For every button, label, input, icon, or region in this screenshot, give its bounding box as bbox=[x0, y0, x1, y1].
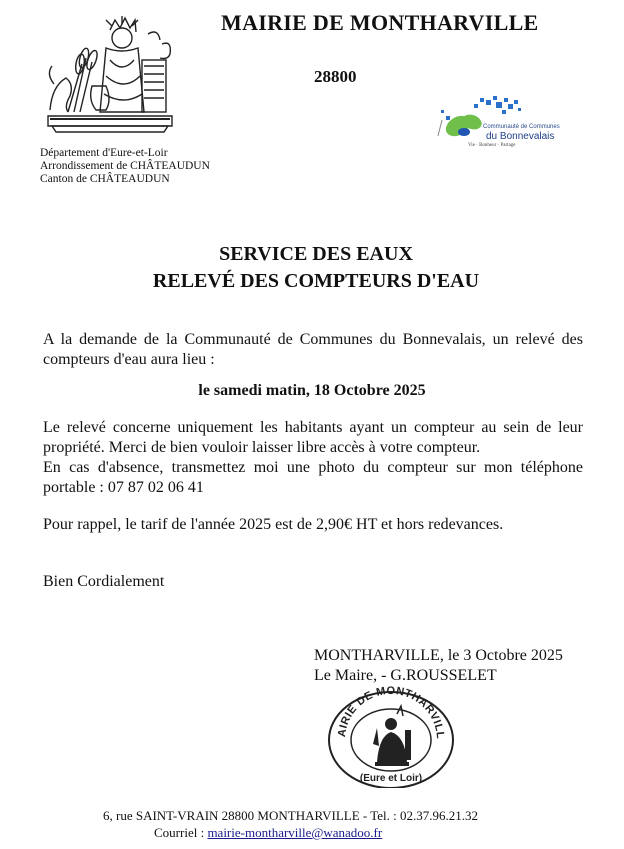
details-paragraph bbox=[43, 418, 583, 498]
tarif-paragraph: Pour rappel, le tarif de l'année 2025 est de 2,90€ HT et hors redevances. bbox=[43, 516, 504, 533]
releve-date: le samedi matin, 18 Octobre 2025 bbox=[198, 382, 426, 399]
title-service-des-eaux: SERVICE DES EAUX bbox=[219, 243, 413, 265]
details-line-4: portable : 07 87 02 06 41 bbox=[43, 479, 204, 496]
mairie-official-stamp bbox=[323, 684, 459, 788]
canton-line: Canton de CHÂTEAUDUN bbox=[40, 173, 170, 185]
details-line-2: propriété. Merci de bien vouloir laisser libre accès à votre compteur. bbox=[43, 439, 481, 456]
communaute-communes-logo bbox=[436, 96, 566, 154]
department-line: Département d'Eure-et-Loir bbox=[40, 147, 168, 159]
signature-place-date: MONTHARVILLE, le 3 Octobre 2025 bbox=[314, 647, 563, 664]
intro-line-2: compteurs d'eau aura lieu : bbox=[43, 351, 215, 368]
footer-address: 6, rue SAINT-VRAIN 28800 MONTHARVILLE - Tel. : 02.37.96.21.32 bbox=[103, 808, 479, 823]
stamp-bottom-text: (Eure et Loir) bbox=[359, 773, 423, 784]
partner-logo-tagline: Vie · Bonheur · Partage bbox=[468, 143, 516, 148]
postcode: 28800 bbox=[314, 67, 357, 86]
intro-paragraph bbox=[43, 330, 583, 370]
intro-line-1: A la demande de la Communauté de Communes du Bonnevalais, un relevé des bbox=[43, 331, 583, 348]
mairie-title: MAIRIE DE MONTHARVILLE bbox=[221, 10, 539, 35]
mail-link[interactable]: mairie-montharville@wanadoo.fr bbox=[207, 825, 383, 840]
title-releve-compteurs: RELEVÉ DES COMPTEURS D'EAU bbox=[152, 270, 480, 292]
arrondissement-line: Arrondissement de CHÂTEAUDUN bbox=[40, 160, 210, 172]
partner-logo-line2: du Bonnevalais bbox=[486, 131, 555, 142]
details-line-1: Le relevé concerne uniquement les habitants ayant un compteur au sein de leur bbox=[43, 419, 583, 436]
department-info bbox=[40, 147, 210, 186]
closing-greeting: Bien Cordialement bbox=[43, 573, 165, 590]
town-coat-of-arms-logo bbox=[40, 14, 180, 146]
partner-logo-line1: Communauté de Communes bbox=[483, 124, 560, 130]
footer-mail-line bbox=[154, 825, 382, 841]
stamp-top-text: AIRIE DE MONTHARVILL bbox=[335, 684, 447, 740]
details-line-3: En cas d'absence, transmettez moi une photo du compteur sur mon téléphone bbox=[43, 459, 583, 476]
signature-mayor: Le Maire, - G.ROUSSELET bbox=[314, 667, 497, 684]
mail-label: Courriel : bbox=[154, 825, 208, 840]
